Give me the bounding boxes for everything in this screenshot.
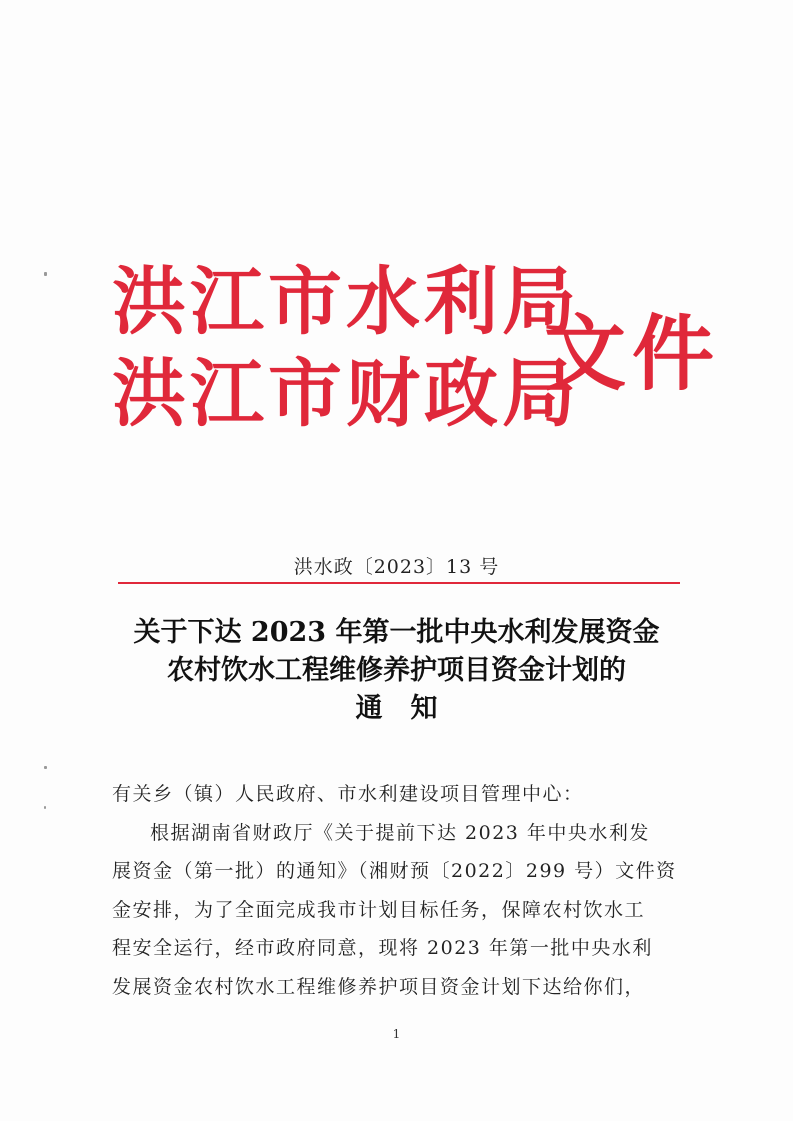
letterhead-issuer-2: 洪江市财政局 [112, 351, 580, 437]
title-line-3: 通知 [355, 693, 466, 724]
paragraph-line: 根据湖南省财政厅《关于提前下达 2023 年中央水利发 [150, 821, 650, 844]
margin-speck [44, 272, 47, 276]
title-line-1: 关于下达 2023 年第一批中央水利发展资金 [133, 617, 660, 648]
paragraph-line: 展资金（第一批）的通知》（湘财预〔2022〕299 号）文件资 [112, 860, 677, 882]
letterhead-suffix: 文件 [544, 307, 721, 402]
letterhead [112, 259, 721, 462]
margin-speck [44, 766, 47, 769]
paragraph-line: 发展资金农村饮水工程维修养护项目资金计划下达给你们， [112, 975, 646, 998]
page-number: 1 [392, 1027, 401, 1041]
margin-speck [44, 806, 46, 809]
title-line-2: 农村饮水工程维修养护项目资金计划的 [167, 655, 626, 686]
document-number: 洪水政〔2023〕13 号 [293, 556, 500, 578]
document-body [112, 775, 682, 1006]
letterhead-issuer-1: 洪江市水利局 [112, 259, 580, 345]
red-separator-line [118, 582, 680, 584]
paragraph-line: 程安全运行，经市政府同意，现将 2023 年第一批中央水利 [112, 937, 653, 959]
paragraph-line: 金安排，为了全面完成我市计划目标任务，保障农村饮水工 [112, 898, 646, 921]
addressee: 有关乡（镇）人民政府、市水利建设项目管理中心： [112, 783, 584, 805]
document-title [0, 614, 793, 728]
